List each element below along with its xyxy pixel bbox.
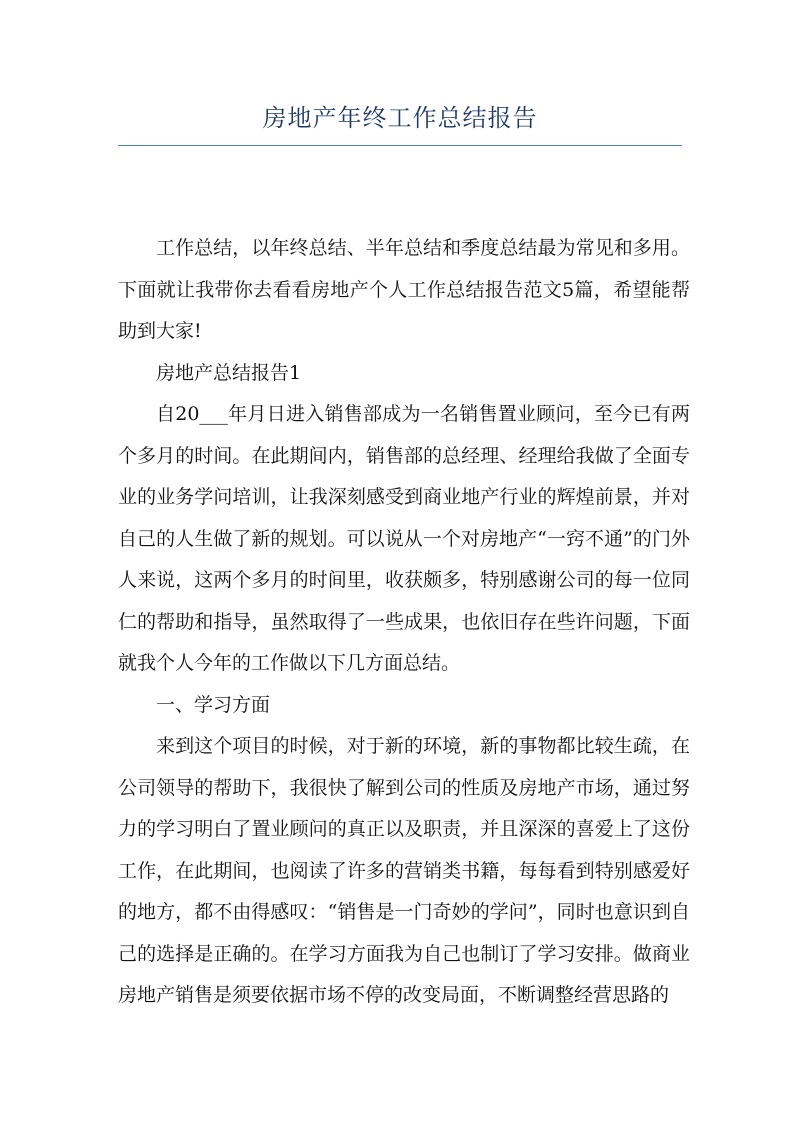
title-underline	[118, 145, 682, 146]
document-body	[118, 228, 690, 1017]
section-heading-report-1: 房地产总结报告1	[156, 361, 302, 384]
intro-paragraph: 工作总结，以年终总结、半年总结和季度总结最为常见和多用。下面就让我带你去看看房地产个人工作总结报告范文5篇，希望能帮助到大家!	[118, 237, 690, 342]
section-heading-study: 一、学习方面	[156, 693, 271, 716]
body-paragraph: 自20___年月日进入销售部成为一名销售置业顾问，至今已有两个多月的时间。在此期间内，销售部的总经理、经理给我做了全面专业的业务学问培训，让我深刻感受到商业地产行业的辉煌前景，并对自己的人生做了新的规划。可以说从一个对房地产“一窍不通”的门外人来说，这两个多月的时间里，收获颇多，特别感谢公司的每一位同仁的帮助和指导，虽然取得了一些成果，也依旧存在些许问题，下面就我个人今年的工作做以下几方面总结。	[118, 403, 690, 674]
document-title: 房地产年终工作总结报告	[262, 104, 538, 132]
body-paragraph: 来到这个项目的时候，对于新的环境，新的事物都比较生疏，在公司领导的帮助下，我很快了解到公司的性质及房地产市场，通过努力的学习明白了置业顾问的真正以及职责，并且深深的喜爱上了这份工作，在此期间，也阅读了许多的营销类书籍，每每看到特别感爱好的地方，都不由得感叹：“销售是一门奇妙的学问”，同时也意识到自己的选择是正确的。在学习方面我为自己也制订了学习安排。做商业房地产销售是须要依据市场不停的改变局面，不断调整经营思路的	[118, 735, 690, 1006]
